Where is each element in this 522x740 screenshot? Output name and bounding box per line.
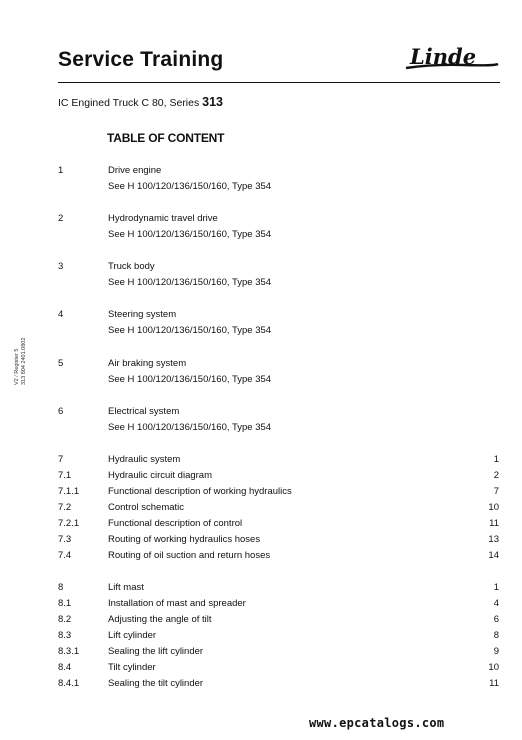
section-reference: See H 100/120/136/150/160, Type 354 [108,325,272,336]
document-code: 313 804 2401.0802 [21,337,27,385]
section-reference: See H 100/120/136/150/160, Type 354 [108,229,272,240]
entry-title: Control schematic [108,502,185,513]
entry-page: 13 [488,534,499,545]
entry-number: 7 [58,454,64,465]
entry-page: 1 [493,582,499,593]
entry-number: 8.4.1 [58,678,80,689]
register-sidebar [14,338,28,385]
entry-title: Tilt cylinder [108,662,156,673]
entry-number: 7.2 [58,502,72,513]
section-number: 1 [58,165,64,176]
entry-number: 8.3.1 [58,646,80,657]
section-reference: See H 100/120/136/150/160, Type 354 [108,277,272,288]
entry-page: 10 [488,662,499,673]
brand-wordmark: Linde [410,44,477,69]
entry-title: Functional description of working hydraulics [108,486,292,497]
section-reference: See H 100/120/136/150/160, Type 354 [108,422,272,433]
section-number: 2 [58,213,64,224]
section-title: Drive engine [108,165,162,176]
entry-title: Lift mast [108,582,144,593]
entry-page: 1 [493,454,499,465]
document-subtitle [58,95,223,109]
entry-title: Hydraulic circuit diagram [108,470,213,481]
section-title: Hydrodynamic travel drive [108,213,218,224]
section-reference: See H 100/120/136/150/160, Type 354 [108,374,272,385]
series-number: 313 [202,95,224,109]
entry-page: 6 [493,614,499,625]
entry-page: 8 [493,630,499,641]
entry-title: Routing of working hydraulics hoses [108,534,261,545]
entry-number: 8.3 [58,630,72,641]
entry-title: Functional description of control [108,518,243,529]
entry-number: 7.4 [58,550,72,561]
entry-title: Routing of oil suction and return hoses [108,550,271,561]
entry-title: Adjusting the angle of tilt [108,614,212,625]
entry-title: Sealing the tilt cylinder [108,678,204,689]
section-title: Steering system [108,309,177,320]
entry-page: 9 [493,646,499,657]
entry-number: 8.1 [58,598,72,609]
entry-page: 2 [493,470,499,481]
entry-title: Lift cylinder [108,630,157,641]
section-number: 5 [58,358,64,369]
linde-logo [404,44,500,74]
entry-page: 11 [489,678,499,689]
section-number: 4 [58,309,64,320]
entry-number: 7.1 [58,470,72,481]
entry-page: 4 [493,598,499,609]
register-label: V2 / Register 5 [14,348,20,385]
section-number: 6 [58,406,64,417]
entry-title: Sealing the lift cylinder [108,646,204,657]
header-divider [58,82,500,83]
entry-number: 7.3 [58,534,72,545]
entry-page: 7 [493,486,499,497]
entry-number: 7.2.1 [58,518,80,529]
section-number: 3 [58,261,64,272]
page-title: Service Training [58,48,224,71]
entry-number: 7.1.1 [58,486,80,497]
entry-number: 8 [58,582,64,593]
subtitle-text: IC Engined Truck C 80, Series [58,97,200,109]
website-watermark: www.epcatalogs.com [309,716,445,730]
section-title: Air braking system [108,358,187,369]
section-title: Electrical system [108,406,180,417]
entry-number: 8.4 [58,662,72,673]
entry-page: 11 [489,518,499,529]
toc-heading: TABLE OF CONTENT [107,131,225,145]
entry-title: Installation of mast and spreader [108,598,246,609]
entry-page: 14 [488,550,499,561]
section-title: Truck body [108,261,155,272]
entry-number: 8.2 [58,614,72,625]
entry-title: Hydraulic system [108,454,181,465]
section-reference: See H 100/120/136/150/160, Type 354 [108,181,272,192]
entry-page: 10 [488,502,499,513]
